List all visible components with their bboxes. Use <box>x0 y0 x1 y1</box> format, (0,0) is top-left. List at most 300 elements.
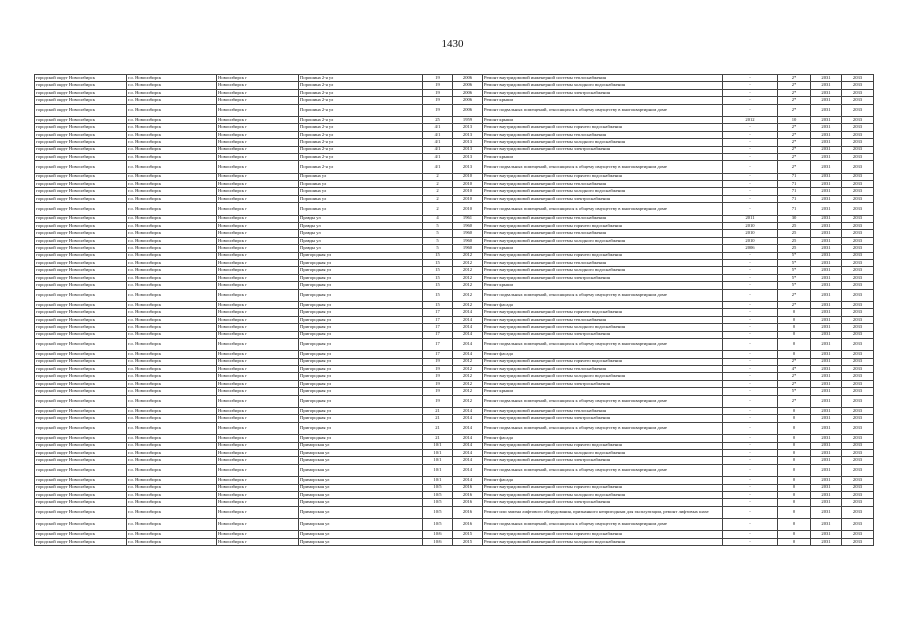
street-cell: Приморская ул <box>299 491 423 498</box>
municipality-cell: городской округ Новосибирск <box>35 422 127 434</box>
wear-cell: 0 <box>778 338 811 350</box>
municipality-cell: городской округ Новосибирск <box>35 531 127 538</box>
year-built-cell: 1960 <box>453 230 483 237</box>
table-row <box>35 499 874 506</box>
table-row <box>35 97 874 104</box>
end-year-cell: 2033 <box>842 506 874 518</box>
end-year-cell: 2033 <box>842 223 874 230</box>
end-year-cell: 2033 <box>842 395 874 407</box>
house-cell: 10/1 <box>423 442 453 449</box>
end-year-cell: 2033 <box>842 538 874 545</box>
wear-cell: 5* <box>778 252 811 259</box>
wear-cell: 2* <box>778 146 811 153</box>
house-cell: 2 <box>423 188 453 195</box>
municipality-cell: городской округ Новосибирск <box>35 331 127 338</box>
last-repair-cell: - <box>723 435 778 442</box>
house-cell: 5 <box>423 223 453 230</box>
year-built-cell: 2012 <box>453 373 483 380</box>
end-year-cell: 2033 <box>842 316 874 323</box>
start-year-cell: 2031 <box>811 139 842 146</box>
table-row <box>35 316 874 323</box>
house-cell: 5 <box>423 245 453 252</box>
work-type-cell: Ремонт крыши <box>483 282 723 289</box>
street-cell: Пригородная ул <box>299 274 423 281</box>
start-year-cell: 2031 <box>811 538 842 545</box>
wear-cell: 2* <box>778 161 811 173</box>
end-year-cell: 2033 <box>842 531 874 538</box>
last-repair-cell: - <box>723 195 778 202</box>
last-repair-cell: - <box>723 351 778 358</box>
district-cell: г.о. Новосибирск <box>127 408 217 415</box>
municipality-cell: городской округ Новосибирск <box>35 245 127 252</box>
page-number: 1430 <box>441 38 464 50</box>
district-cell: г.о. Новосибирск <box>127 531 217 538</box>
end-year-cell: 2033 <box>842 449 874 456</box>
city-cell: Новосибирск г <box>217 415 299 422</box>
wear-cell: 0 <box>778 499 811 506</box>
city-cell: Новосибирск г <box>217 464 299 476</box>
work-type-cell: Ремонт или замена лифтового оборудования, признанного непригодным для эксплуатации, ремонт лифтовых шахт <box>483 506 723 518</box>
house-cell: 21 <box>423 422 453 434</box>
work-type-cell: Ремонт внутридомовой инженерной системы горячего водоснабжения <box>483 531 723 538</box>
end-year-cell: 2033 <box>842 173 874 180</box>
municipality-cell: городской округ Новосибирск <box>35 324 127 331</box>
table-row <box>35 267 874 274</box>
start-year-cell: 2031 <box>811 415 842 422</box>
start-year-cell: 2031 <box>811 215 842 222</box>
year-built-cell: 2006 <box>453 75 483 82</box>
table-row <box>35 282 874 289</box>
start-year-cell: 2031 <box>811 366 842 373</box>
street-cell: Пригородная ул <box>299 358 423 365</box>
work-type-cell: Ремонт подвальных помещений, относящихся к общему имуществу в многоквартирном доме <box>483 519 723 531</box>
district-cell: г.о. Новосибирск <box>127 538 217 545</box>
house-cell: 19 <box>423 366 453 373</box>
last-repair-cell: - <box>723 309 778 316</box>
end-year-cell: 2033 <box>842 124 874 131</box>
work-type-cell: Ремонт внутридомовой инженерной системы горячего водоснабжения <box>483 173 723 180</box>
end-year-cell: 2033 <box>842 464 874 476</box>
house-cell: 21 <box>423 435 453 442</box>
street-cell: Приморская ул <box>299 484 423 491</box>
last-repair-cell: - <box>723 131 778 138</box>
district-cell: г.о. Новосибирск <box>127 380 217 387</box>
wear-cell: 71 <box>778 195 811 202</box>
district-cell: г.о. Новосибирск <box>127 195 217 202</box>
municipality-cell: городской округ Новосибирск <box>35 380 127 387</box>
district-cell: г.о. Новосибирск <box>127 237 217 244</box>
municipality-cell: городской округ Новосибирск <box>35 188 127 195</box>
wear-cell: 2* <box>778 395 811 407</box>
city-cell: Новосибирск г <box>217 131 299 138</box>
city-cell: Новосибирск г <box>217 408 299 415</box>
table-row <box>35 289 874 301</box>
street-cell: Пригородная ул <box>299 309 423 316</box>
house-cell: 4 <box>423 215 453 222</box>
work-type-cell: Ремонт подвальных помещений, относящихся к общему имуществу в многоквартирном доме <box>483 395 723 407</box>
municipality-cell: городской округ Новосибирск <box>35 351 127 358</box>
city-cell: Новосибирск г <box>217 435 299 442</box>
table-row <box>35 259 874 266</box>
district-cell: г.о. Новосибирск <box>127 457 217 464</box>
municipality-cell: городской округ Новосибирск <box>35 289 127 301</box>
district-cell: г.о. Новосибирск <box>127 499 217 506</box>
year-built-cell: 2014 <box>453 442 483 449</box>
year-built-cell: 2012 <box>453 252 483 259</box>
table-row <box>35 442 874 449</box>
start-year-cell: 2031 <box>811 173 842 180</box>
house-cell: 19 <box>423 82 453 89</box>
last-repair-cell: - <box>723 188 778 195</box>
street-cell: Приморская ул <box>299 519 423 531</box>
work-type-cell: Ремонт внутридомовой инженерной системы теплоснабжения <box>483 181 723 188</box>
table-row <box>35 484 874 491</box>
start-year-cell: 2031 <box>811 358 842 365</box>
table-row <box>35 181 874 188</box>
last-repair-cell: - <box>723 506 778 518</box>
city-cell: Новосибирск г <box>217 373 299 380</box>
house-cell: 15 <box>423 259 453 266</box>
table-row <box>35 519 874 531</box>
city-cell: Новосибирск г <box>217 230 299 237</box>
municipality-cell: городской округ Новосибирск <box>35 223 127 230</box>
municipality-cell: городской округ Новосибирск <box>35 274 127 281</box>
street-cell: Пригородная ул <box>299 259 423 266</box>
end-year-cell: 2033 <box>842 161 874 173</box>
street-cell: Пригородная ул <box>299 267 423 274</box>
street-cell: Порошина 2-я ул <box>299 161 423 173</box>
end-year-cell: 2033 <box>842 75 874 82</box>
work-type-cell: Ремонт внутридомовой инженерной системы горячего водоснабжения <box>483 124 723 131</box>
house-cell: 25 <box>423 116 453 123</box>
work-type-cell: Ремонт внутридомовой инженерной системы теплоснабжения <box>483 230 723 237</box>
last-repair-cell: - <box>723 274 778 281</box>
house-cell: 19 <box>423 358 453 365</box>
district-cell: г.о. Новосибирск <box>127 316 217 323</box>
end-year-cell: 2033 <box>842 146 874 153</box>
wear-cell: 2* <box>778 153 811 160</box>
district-cell: г.о. Новосибирск <box>127 104 217 116</box>
city-cell: Новосибирск г <box>217 301 299 308</box>
start-year-cell: 2031 <box>811 331 842 338</box>
municipality-cell: городской округ Новосибирск <box>35 506 127 518</box>
street-cell: Порошина ул <box>299 173 423 180</box>
district-cell: г.о. Новосибирск <box>127 477 217 484</box>
work-type-cell: Ремонт внутридомовой инженерной системы электроснабжения <box>483 274 723 281</box>
wear-cell: 25 <box>778 245 811 252</box>
last-repair-cell: - <box>723 259 778 266</box>
end-year-cell: 2033 <box>842 519 874 531</box>
start-year-cell: 2031 <box>811 477 842 484</box>
last-repair-cell: - <box>723 75 778 82</box>
year-built-cell: 2012 <box>453 259 483 266</box>
district-cell: г.о. Новосибирск <box>127 395 217 407</box>
year-built-cell: 1960 <box>453 237 483 244</box>
table-row <box>35 366 874 373</box>
district-cell: г.о. Новосибирск <box>127 223 217 230</box>
street-cell: Пригородная ул <box>299 289 423 301</box>
house-cell: 10/5 <box>423 499 453 506</box>
wear-cell: 0 <box>778 506 811 518</box>
district-cell: г.о. Новосибирск <box>127 388 217 395</box>
work-type-cell: Ремонт подвальных помещений, относящихся к общему имуществу в многоквартирном доме <box>483 289 723 301</box>
house-cell: 2 <box>423 181 453 188</box>
city-cell: Новосибирск г <box>217 282 299 289</box>
last-repair-cell: - <box>723 338 778 350</box>
house-cell: 17 <box>423 331 453 338</box>
year-built-cell: 2012 <box>453 380 483 387</box>
end-year-cell: 2033 <box>842 422 874 434</box>
table-row <box>35 491 874 498</box>
district-cell: г.о. Новосибирск <box>127 324 217 331</box>
city-cell: Новосибирск г <box>217 331 299 338</box>
house-cell: 10/6 <box>423 538 453 545</box>
table-row <box>35 230 874 237</box>
district-cell: г.о. Новосибирск <box>127 289 217 301</box>
house-cell: 2 <box>423 173 453 180</box>
street-cell: Порошина 2-я ул <box>299 131 423 138</box>
city-cell: Новосибирск г <box>217 484 299 491</box>
wear-cell: 0 <box>778 422 811 434</box>
end-year-cell: 2033 <box>842 301 874 308</box>
table-row <box>35 237 874 244</box>
house-cell: 4/1 <box>423 146 453 153</box>
house-cell: 10/1 <box>423 477 453 484</box>
last-repair-cell: - <box>723 408 778 415</box>
wear-cell: 5* <box>778 267 811 274</box>
last-repair-cell: - <box>723 373 778 380</box>
district-cell: г.о. Новосибирск <box>127 274 217 281</box>
start-year-cell: 2031 <box>811 97 842 104</box>
house-cell: 4/1 <box>423 139 453 146</box>
start-year-cell: 2031 <box>811 301 842 308</box>
end-year-cell: 2033 <box>842 457 874 464</box>
start-year-cell: 2031 <box>811 153 842 160</box>
works-table-body <box>35 75 874 546</box>
year-built-cell: 2006 <box>453 82 483 89</box>
end-year-cell: 2033 <box>842 195 874 202</box>
start-year-cell: 2031 <box>811 519 842 531</box>
end-year-cell: 2033 <box>842 188 874 195</box>
wear-cell: 2* <box>778 301 811 308</box>
table-row <box>35 538 874 545</box>
end-year-cell: 2033 <box>842 358 874 365</box>
city-cell: Новосибирск г <box>217 215 299 222</box>
year-built-cell: 2012 <box>453 274 483 281</box>
district-cell: г.о. Новосибирск <box>127 245 217 252</box>
start-year-cell: 2031 <box>811 309 842 316</box>
year-built-cell: 2006 <box>453 97 483 104</box>
end-year-cell: 2033 <box>842 203 874 215</box>
end-year-cell: 2033 <box>842 131 874 138</box>
table-row <box>35 324 874 331</box>
district-cell: г.о. Новосибирск <box>127 373 217 380</box>
table-row <box>35 380 874 387</box>
city-cell: Новосибирск г <box>217 519 299 531</box>
municipality-cell: городской округ Новосибирск <box>35 195 127 202</box>
table-row <box>35 351 874 358</box>
street-cell: Правды ул <box>299 230 423 237</box>
street-cell: Приморская ул <box>299 457 423 464</box>
street-cell: Пригородная ул <box>299 388 423 395</box>
street-cell: Порошина ул <box>299 195 423 202</box>
year-built-cell: 2013 <box>453 124 483 131</box>
house-cell: 4/1 <box>423 153 453 160</box>
municipality-cell: городской округ Новосибирск <box>35 395 127 407</box>
table-row <box>35 188 874 195</box>
work-type-cell: Ремонт фасада <box>483 301 723 308</box>
wear-cell: 0 <box>778 331 811 338</box>
start-year-cell: 2031 <box>811 259 842 266</box>
wear-cell: 2* <box>778 104 811 116</box>
wear-cell: 0 <box>778 449 811 456</box>
wear-cell: 0 <box>778 491 811 498</box>
table-row <box>35 477 874 484</box>
district-cell: г.о. Новосибирск <box>127 259 217 266</box>
wear-cell: 2* <box>778 289 811 301</box>
district-cell: г.о. Новосибирск <box>127 331 217 338</box>
start-year-cell: 2031 <box>811 104 842 116</box>
wear-cell: 0 <box>778 324 811 331</box>
municipality-cell: городской округ Новосибирск <box>35 267 127 274</box>
district-cell: г.о. Новосибирск <box>127 146 217 153</box>
city-cell: Новосибирск г <box>217 173 299 180</box>
end-year-cell: 2033 <box>842 274 874 281</box>
end-year-cell: 2033 <box>842 499 874 506</box>
end-year-cell: 2033 <box>842 309 874 316</box>
start-year-cell: 2031 <box>811 89 842 96</box>
year-built-cell: 2014 <box>453 338 483 350</box>
last-repair-cell: - <box>723 181 778 188</box>
table-row <box>35 116 874 123</box>
wear-cell: 0 <box>778 484 811 491</box>
city-cell: Новосибирск г <box>217 181 299 188</box>
table-row <box>35 82 874 89</box>
work-type-cell: Ремонт внутридомовой инженерной системы теплоснабжения <box>483 259 723 266</box>
wear-cell: 0 <box>778 477 811 484</box>
street-cell: Пригородная ул <box>299 435 423 442</box>
wear-cell: 2* <box>778 82 811 89</box>
year-built-cell: 2014 <box>453 331 483 338</box>
street-cell: Порошина ул <box>299 181 423 188</box>
end-year-cell: 2033 <box>842 477 874 484</box>
last-repair-cell: - <box>723 316 778 323</box>
end-year-cell: 2033 <box>842 373 874 380</box>
start-year-cell: 2031 <box>811 237 842 244</box>
street-cell: Порошина 2-я ул <box>299 97 423 104</box>
municipality-cell: городской округ Новосибирск <box>35 338 127 350</box>
municipality-cell: городской округ Новосибирск <box>35 173 127 180</box>
district-cell: г.о. Новосибирск <box>127 215 217 222</box>
last-repair-cell: - <box>723 82 778 89</box>
start-year-cell: 2031 <box>811 245 842 252</box>
municipality-cell: городской округ Новосибирск <box>35 181 127 188</box>
start-year-cell: 2031 <box>811 380 842 387</box>
street-cell: Приморская ул <box>299 499 423 506</box>
year-built-cell: 2014 <box>453 309 483 316</box>
last-repair-cell: - <box>723 324 778 331</box>
wear-cell: 2* <box>778 139 811 146</box>
last-repair-cell: - <box>723 380 778 387</box>
table-row <box>35 301 874 308</box>
street-cell: Порошина 2-я ул <box>299 139 423 146</box>
street-cell: Пригородная ул <box>299 422 423 434</box>
wear-cell: 0 <box>778 519 811 531</box>
city-cell: Новосибирск г <box>217 161 299 173</box>
wear-cell: 0 <box>778 408 811 415</box>
year-built-cell: 2010 <box>453 181 483 188</box>
wear-cell: 0 <box>778 435 811 442</box>
table-row <box>35 75 874 82</box>
municipality-cell: городской округ Новосибирск <box>35 484 127 491</box>
city-cell: Новосибирск г <box>217 252 299 259</box>
street-cell: Пригородная ул <box>299 415 423 422</box>
district-cell: г.о. Новосибирск <box>127 97 217 104</box>
last-repair-cell: - <box>723 203 778 215</box>
city-cell: Новосибирск г <box>217 324 299 331</box>
municipality-cell: городской округ Новосибирск <box>35 519 127 531</box>
start-year-cell: 2031 <box>811 457 842 464</box>
table-row <box>35 161 874 173</box>
district-cell: г.о. Новосибирск <box>127 358 217 365</box>
district-cell: г.о. Новосибирск <box>127 442 217 449</box>
start-year-cell: 2031 <box>811 181 842 188</box>
district-cell: г.о. Новосибирск <box>127 301 217 308</box>
street-cell: Пригородная ул <box>299 408 423 415</box>
house-cell: 17 <box>423 351 453 358</box>
work-type-cell: Ремонт внутридомовой инженерной системы теплоснабжения <box>483 316 723 323</box>
end-year-cell: 2033 <box>842 491 874 498</box>
start-year-cell: 2031 <box>811 267 842 274</box>
last-repair-cell: 2010 <box>723 230 778 237</box>
last-repair-cell: - <box>723 153 778 160</box>
last-repair-cell: - <box>723 477 778 484</box>
street-cell: Порошина 2-я ул <box>299 89 423 96</box>
wear-cell: 30 <box>778 215 811 222</box>
start-year-cell: 2031 <box>811 449 842 456</box>
work-type-cell: Ремонт внутридомовой инженерной системы электроснабжения <box>483 195 723 202</box>
works-table-container <box>34 74 873 546</box>
last-repair-cell: - <box>723 464 778 476</box>
city-cell: Новосибирск г <box>217 195 299 202</box>
table-row <box>35 245 874 252</box>
end-year-cell: 2033 <box>842 252 874 259</box>
house-cell: 10/1 <box>423 449 453 456</box>
start-year-cell: 2031 <box>811 422 842 434</box>
year-built-cell: 2016 <box>453 506 483 518</box>
year-built-cell: 2012 <box>453 395 483 407</box>
street-cell: Пригородная ул <box>299 324 423 331</box>
city-cell: Новосибирск г <box>217 97 299 104</box>
house-cell: 10/5 <box>423 484 453 491</box>
municipality-cell: городской округ Новосибирск <box>35 131 127 138</box>
work-type-cell: Ремонт крыши <box>483 97 723 104</box>
work-type-cell: Ремонт внутридомовой инженерной системы холодного водоснабжения <box>483 373 723 380</box>
end-year-cell: 2033 <box>842 116 874 123</box>
house-cell: 19 <box>423 89 453 96</box>
start-year-cell: 2031 <box>811 531 842 538</box>
district-cell: г.о. Новосибирск <box>127 435 217 442</box>
year-built-cell: 2014 <box>453 422 483 434</box>
district-cell: г.о. Новосибирск <box>127 267 217 274</box>
year-built-cell: 2013 <box>453 139 483 146</box>
house-cell: 19 <box>423 97 453 104</box>
year-built-cell: 1960 <box>453 223 483 230</box>
house-cell: 19 <box>423 75 453 82</box>
start-year-cell: 2031 <box>811 316 842 323</box>
table-row <box>35 531 874 538</box>
city-cell: Новосибирск г <box>217 89 299 96</box>
